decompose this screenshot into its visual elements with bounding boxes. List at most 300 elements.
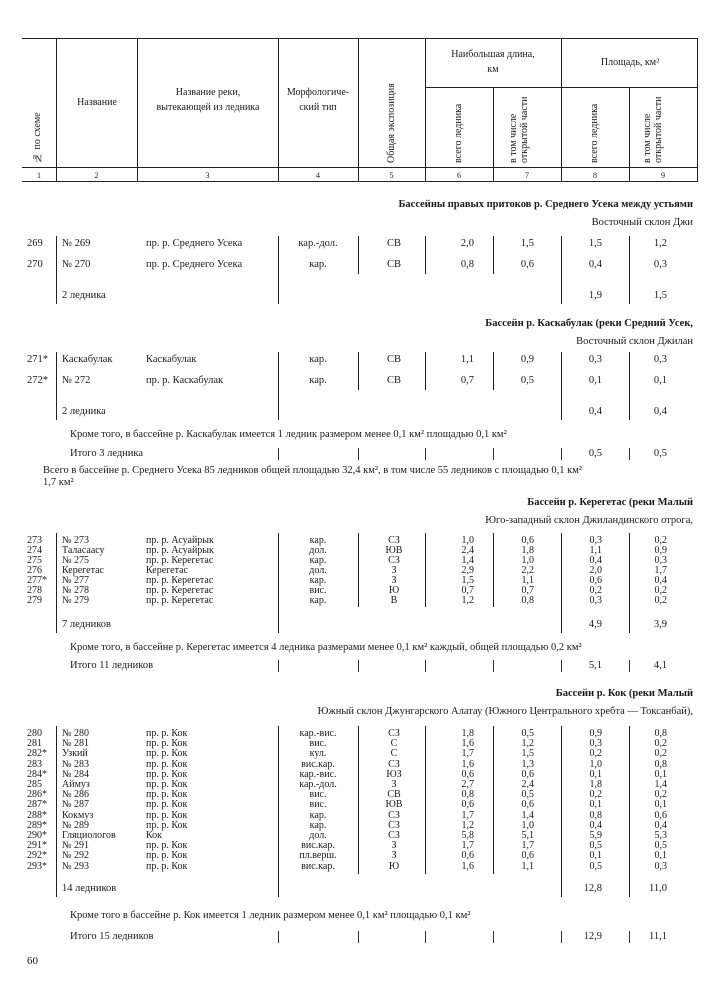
area-open: 0,2 xyxy=(654,738,667,750)
column-rule xyxy=(278,726,279,897)
length-total: 1,6 xyxy=(461,738,474,750)
column-tick xyxy=(629,448,630,460)
length-open: 0,8 xyxy=(521,595,534,606)
column-tick xyxy=(493,660,494,672)
morph-type: кар. xyxy=(309,535,327,546)
column-rule xyxy=(425,352,426,390)
table-row xyxy=(0,354,719,367)
area-open: 0,1 xyxy=(654,850,667,862)
exposure: З xyxy=(391,565,397,576)
total-label: 14 ледников xyxy=(62,883,117,894)
river-name: пр. р. Среднего Усека xyxy=(146,259,243,270)
morph-type: кар. xyxy=(309,354,327,365)
row-number: 289* xyxy=(27,819,47,831)
column-rule xyxy=(358,352,359,390)
header-col5: Общая экспозиция xyxy=(386,83,397,163)
column-tick xyxy=(425,448,426,460)
itogo-row xyxy=(0,448,719,461)
column-rule xyxy=(56,533,57,633)
length-total: 1,1 xyxy=(460,354,474,365)
morph-type: кар.-вис. xyxy=(299,768,337,780)
header-col-divider xyxy=(358,38,359,181)
itogo-label: Итого 11 ледников xyxy=(70,660,154,671)
river-name: пр. р. Кок xyxy=(146,728,188,739)
river-name: Кок xyxy=(146,830,163,841)
glacier-name: Кокмуз xyxy=(62,809,94,821)
area-total: 5,9 xyxy=(589,830,602,841)
row-number: 271* xyxy=(27,354,48,365)
morph-type: пл.верш. xyxy=(299,850,337,862)
column-rule xyxy=(493,236,494,274)
column-rule xyxy=(493,533,494,607)
area-total: 0,5 xyxy=(588,448,602,459)
row-number: 277* xyxy=(27,575,47,586)
column-rule xyxy=(629,352,630,420)
exposure: СЗ xyxy=(388,830,400,841)
column-rule xyxy=(425,726,426,874)
morph-type: кар.-дол. xyxy=(299,779,337,790)
column-rule xyxy=(561,533,562,633)
length-total: 1,8 xyxy=(461,728,474,739)
row-number: 288* xyxy=(27,809,47,821)
length-open: 1,2 xyxy=(521,738,534,750)
river-name: пр. р. Асуайрык xyxy=(146,535,214,546)
length-open: 0,6 xyxy=(521,768,534,780)
header-num: 9 xyxy=(661,171,665,180)
river-name: пр. р. Кок xyxy=(146,748,188,760)
row-number: 285 xyxy=(27,779,42,790)
area-open: 0,5 xyxy=(654,840,667,852)
glacier-name: № 277 xyxy=(62,575,90,586)
river-name: пр. р. Кок xyxy=(146,738,188,750)
column-tick xyxy=(278,448,279,460)
area-open: 0,2 xyxy=(654,585,667,596)
area-open: 0,8 xyxy=(654,728,667,739)
total-row xyxy=(0,883,719,896)
area-open: 11,0 xyxy=(649,883,667,894)
column-tick xyxy=(629,931,630,943)
river-name: Каскабулак xyxy=(146,354,197,365)
glacier-name: № 292 xyxy=(62,850,90,862)
header-num: 6 xyxy=(457,171,461,180)
river-name: пр. р. Кок xyxy=(146,768,188,780)
column-rule xyxy=(629,726,630,897)
length-total: 0,8 xyxy=(460,259,474,270)
exposure: Ю xyxy=(388,585,400,596)
exposure: С xyxy=(390,748,398,760)
area-open: 0,1 xyxy=(654,799,667,811)
area-open: 0,3 xyxy=(654,860,667,872)
length-total: 1,7 xyxy=(461,748,474,760)
morph-type: кар. xyxy=(309,809,327,821)
table-row xyxy=(0,238,719,251)
area-open: 1,5 xyxy=(653,290,667,301)
section-subtitle: Восточный склон Джи xyxy=(591,217,693,228)
total-row xyxy=(0,290,719,303)
row-number: 279 xyxy=(27,595,42,606)
header-col-divider xyxy=(629,87,630,181)
morph-type: дол. xyxy=(309,565,327,576)
glacier-name: Керегетас xyxy=(62,565,104,576)
river-name: пр. р. Кок xyxy=(146,819,188,831)
column-rule xyxy=(358,533,359,607)
river-name: пр. р. Кок xyxy=(146,850,188,862)
exposure: СВ xyxy=(387,789,401,801)
area-open: 3,9 xyxy=(653,619,667,630)
river-name: пр. р. Кок xyxy=(146,799,188,811)
morph-type: вис.кар. xyxy=(301,758,335,770)
header-col-divider xyxy=(137,38,138,181)
area-total: 0,1 xyxy=(589,768,602,780)
column-rule xyxy=(629,533,630,633)
exposure: СВ xyxy=(386,259,401,270)
column-rule xyxy=(493,726,494,874)
area-open: 1,2 xyxy=(653,238,667,249)
length-total: 2,9 xyxy=(461,565,474,576)
column-rule xyxy=(425,533,426,607)
length-total: 0,6 xyxy=(461,768,474,780)
area-total: 1,9 xyxy=(588,290,602,301)
glacier-name: Аймуз xyxy=(62,779,90,790)
length-total: 1,6 xyxy=(461,758,474,770)
area-total: 0,3 xyxy=(589,738,602,750)
total-label: 2 ледника xyxy=(62,406,106,417)
column-rule xyxy=(56,726,57,897)
header-num: 4 xyxy=(316,171,320,180)
length-total: 5,8 xyxy=(461,830,474,841)
area-open: 0,1 xyxy=(654,768,667,780)
area-open: 1,7 xyxy=(654,565,667,576)
total-row xyxy=(0,619,719,632)
area-total: 1,0 xyxy=(589,758,602,770)
column-rule xyxy=(493,352,494,390)
glacier-name: № 269 xyxy=(62,238,91,249)
table-row xyxy=(0,861,719,874)
area-total: 0,8 xyxy=(589,809,602,821)
morph-type: кар. xyxy=(309,555,327,566)
column-rule xyxy=(561,236,562,304)
row-number: 274 xyxy=(27,545,42,556)
section-title: Бассейн р. Керегетас (реки Малый xyxy=(527,497,693,508)
length-open: 1,8 xyxy=(521,545,534,556)
area-open: 0,1 xyxy=(653,375,667,386)
length-total: 0,6 xyxy=(461,850,474,862)
morph-type: кар. xyxy=(309,595,327,606)
river-name: пр. р. Каскабулак xyxy=(146,375,224,386)
section-subtitle: Юго-западный склон Джиландинского отрога, xyxy=(485,515,693,526)
column-tick xyxy=(358,931,359,943)
column-tick xyxy=(425,660,426,672)
exposure: С xyxy=(390,738,398,750)
glacier-name: Гляциологов xyxy=(62,830,116,841)
area-open: 0,3 xyxy=(653,259,667,270)
area-total: 4,9 xyxy=(588,619,602,630)
glacier-name: № 289 xyxy=(62,819,90,831)
exposure: З xyxy=(391,575,397,586)
area-open: 0,4 xyxy=(654,819,667,831)
row-number: 276 xyxy=(27,565,42,576)
column-rule xyxy=(56,236,57,304)
column-tick xyxy=(358,448,359,460)
itogo-label: Итого 15 ледников xyxy=(70,931,154,942)
section-title: Бассейн р. Каскабулак (реки Средний Усек, xyxy=(485,318,693,329)
exposure: СВ xyxy=(386,354,401,365)
header-col-divider xyxy=(561,38,562,181)
area-open: 5,3 xyxy=(654,830,667,841)
exposure: ЮВ xyxy=(385,799,403,811)
area-open: 0,6 xyxy=(654,809,667,821)
column-rule xyxy=(425,236,426,274)
column-tick xyxy=(493,448,494,460)
length-open: 0,6 xyxy=(520,259,534,270)
area-total: 0,9 xyxy=(589,728,602,739)
area-open: 0,8 xyxy=(654,758,667,770)
row-number: 283 xyxy=(27,758,42,770)
length-open: 0,5 xyxy=(520,375,534,386)
column-tick xyxy=(561,448,562,460)
header-col9: в том числе открытой части xyxy=(642,96,664,163)
row-number: 290* xyxy=(27,830,47,841)
length-open: 1,3 xyxy=(521,758,534,770)
length-total: 1,6 xyxy=(461,860,474,872)
row-number: 286* xyxy=(27,789,47,801)
column-rule xyxy=(358,726,359,874)
header-col-divider xyxy=(278,38,279,181)
length-total: 0,6 xyxy=(461,799,474,811)
length-open: 1,5 xyxy=(521,748,534,760)
header-col2: Название xyxy=(77,97,117,108)
morph-type: дол. xyxy=(309,545,327,556)
section-subtitle: Восточный склон Джилан xyxy=(576,336,693,347)
morph-type: вис.кар. xyxy=(301,840,335,852)
header-numbers-rule xyxy=(22,167,698,168)
header-num: 1 xyxy=(37,171,41,180)
morph-type: кул. xyxy=(309,748,327,760)
area-total: 0,5 xyxy=(589,860,602,872)
glacier-name: № 272 xyxy=(62,375,91,386)
column-rule xyxy=(278,352,279,420)
header-col7: в том числе открытой части xyxy=(508,96,530,163)
area-total: 0,6 xyxy=(589,575,602,586)
glacier-name: № 270 xyxy=(62,259,91,270)
header-col4: Морфологиче-ский тип xyxy=(286,87,350,113)
area-total: 0,2 xyxy=(589,585,602,596)
glacier-name: Таласаасу xyxy=(62,545,105,556)
glacier-name: Каскабулак xyxy=(62,354,113,365)
glacier-name: № 275 xyxy=(62,555,90,566)
area-total: 12,8 xyxy=(583,883,602,894)
glacier-name: № 280 xyxy=(62,728,90,739)
area-total: 0,3 xyxy=(589,595,602,606)
area-open: 0,9 xyxy=(654,545,667,556)
length-open: 0,6 xyxy=(521,850,534,862)
area-total: 0,1 xyxy=(589,850,602,862)
area-total: 0,1 xyxy=(589,799,602,811)
column-tick xyxy=(561,660,562,672)
itogo-row xyxy=(0,931,719,944)
section-subtitle: Южный склон Джунгарского Алатау (Южного Центрального хребта — Токсанбай), xyxy=(317,706,693,717)
row-number: 280 xyxy=(27,728,42,739)
river-name: пр. р. Керегетас xyxy=(146,575,214,586)
length-open: 1,5 xyxy=(520,238,534,249)
glacier-name: Узкий xyxy=(62,748,88,760)
length-total: 1,2 xyxy=(461,819,474,831)
morph-type: вис. xyxy=(309,585,327,596)
column-tick xyxy=(278,660,279,672)
river-name: пр. р. Керегетас xyxy=(146,585,214,596)
glacier-name: № 273 xyxy=(62,535,90,546)
area-total: 0,1 xyxy=(588,375,602,386)
morph-type: вис.кар. xyxy=(301,860,335,872)
river-name: пр. р. Кок xyxy=(146,860,188,872)
column-tick xyxy=(493,931,494,943)
row-number: 273 xyxy=(27,535,42,546)
morph-type: кар.-вис. xyxy=(299,728,337,739)
area-total: 0,3 xyxy=(589,535,602,546)
length-total: 2,0 xyxy=(460,238,474,249)
area-open: 11,1 xyxy=(649,931,667,942)
column-rule xyxy=(561,352,562,420)
length-open: 1,0 xyxy=(521,555,534,566)
length-open: 1,1 xyxy=(521,860,534,872)
row-number: 275 xyxy=(27,555,42,566)
table-row xyxy=(0,259,719,272)
length-open: 1,0 xyxy=(521,819,534,831)
header-col6: всего ледника xyxy=(453,103,464,163)
area-total: 0,4 xyxy=(589,819,602,831)
exposure: СЗ xyxy=(388,555,400,566)
river-name: пр. р. Кок xyxy=(146,779,188,790)
header-col-divider xyxy=(493,87,494,181)
header-num: 3 xyxy=(205,171,210,180)
length-open: 0,9 xyxy=(520,354,534,365)
summary-text: Всего в бассейне р. Среднего Усека 85 ледников общей площадью 32,4 км², в том числе 55 ледников с площадью 0,1 км² xyxy=(43,465,582,476)
area-total: 0,4 xyxy=(588,406,602,417)
header-num: 2 xyxy=(94,171,99,180)
glacier-name: № 283 xyxy=(62,758,90,770)
exposure: СЗ xyxy=(388,809,400,821)
total-label: 7 ледников xyxy=(62,619,111,630)
length-total: 1,7 xyxy=(461,809,474,821)
area-total: 1,5 xyxy=(588,238,602,249)
column-rule xyxy=(278,533,279,633)
column-tick xyxy=(561,931,562,943)
header-group-length: Наибольшая длина, км xyxy=(451,49,535,75)
exposure: ЮЗ xyxy=(386,768,402,780)
length-open: 2,2 xyxy=(521,565,534,576)
length-total: 1,5 xyxy=(461,575,474,586)
river-name: пр. р. Среднего Усека xyxy=(146,238,243,249)
row-number: 278 xyxy=(27,585,42,596)
header-col1: № по схеме xyxy=(32,112,43,163)
glacier-name: № 287 xyxy=(62,799,90,811)
area-open: 0,5 xyxy=(653,448,667,459)
exposure: СВ xyxy=(386,375,401,386)
section-title: Бассейн р. Кок (реки Малый xyxy=(555,688,693,699)
area-total: 1,1 xyxy=(589,545,602,556)
river-name: пр. р. Кок xyxy=(146,809,188,821)
column-tick xyxy=(425,931,426,943)
table-row xyxy=(0,595,719,608)
river-name: пр. р. Асуайрык xyxy=(146,545,214,556)
river-name: пр. р. Кок xyxy=(146,840,188,852)
area-total: 0,2 xyxy=(589,789,602,801)
length-total: 1,0 xyxy=(461,535,474,546)
exposure: В xyxy=(390,595,398,606)
length-total: 2,4 xyxy=(461,545,474,556)
header-col-divider xyxy=(56,38,57,181)
area-open: 4,1 xyxy=(653,660,667,671)
exposure: Ю xyxy=(388,860,400,872)
header-num: 5 xyxy=(389,171,394,180)
row-number: 270 xyxy=(27,259,43,270)
area-total: 5,1 xyxy=(588,660,602,671)
area-open: 0,2 xyxy=(654,595,667,606)
length-open: 1,4 xyxy=(521,809,534,821)
summary-text: 1,7 км² xyxy=(43,477,74,488)
note-text: Кроме того в бассейне р. Кок имеется 1 ледник размером менее 0,1 км² площадью 0,1 км² xyxy=(70,910,471,921)
note-text: Кроме того, в бассейне р. Керегетас имеется 4 ледника размерами менее 0,1 км² каждый, общей площадью 0,2 км² xyxy=(70,642,582,653)
length-open: 1,1 xyxy=(521,575,534,586)
header-num: 8 xyxy=(593,171,597,180)
length-open: 0,5 xyxy=(521,728,534,739)
row-number: 272* xyxy=(27,375,48,386)
column-rule xyxy=(358,236,359,274)
exposure: СЗ xyxy=(388,535,400,546)
column-rule xyxy=(278,236,279,304)
glacier-name: № 279 xyxy=(62,595,90,606)
column-tick xyxy=(278,931,279,943)
header-bottom-rule xyxy=(22,181,698,182)
row-number: 284* xyxy=(27,768,47,780)
area-open: 0,2 xyxy=(654,535,667,546)
header-num: 7 xyxy=(525,171,529,180)
length-total: 1,7 xyxy=(461,840,474,852)
area-open: 0,4 xyxy=(653,406,667,417)
area-open: 0,2 xyxy=(654,748,667,760)
morph-type: кар. xyxy=(309,259,327,270)
row-number: 282* xyxy=(27,748,47,760)
area-total: 0,3 xyxy=(588,354,602,365)
river-name: пр. р. Кок xyxy=(146,789,188,801)
row-number: 269 xyxy=(27,238,43,249)
header-col-divider xyxy=(425,38,426,181)
area-total: 12,9 xyxy=(583,931,602,942)
area-open: 0,4 xyxy=(654,575,667,586)
area-open: 0,3 xyxy=(654,555,667,566)
length-total: 0,8 xyxy=(461,789,474,801)
area-total: 0,4 xyxy=(588,259,602,270)
row-number: 287* xyxy=(27,799,47,811)
length-open: 1,7 xyxy=(521,840,534,852)
length-total: 1,4 xyxy=(461,555,474,566)
morph-type: кар. xyxy=(309,375,327,386)
exposure: З xyxy=(391,850,397,862)
area-total: 0,5 xyxy=(589,840,602,852)
area-total: 0,4 xyxy=(589,555,602,566)
note-text: Кроме того, в бассейне р. Каскабулак имеется 1 ледник размером менее 0,1 км² площадью 0,1 км² xyxy=(70,429,507,440)
morph-type: дол. xyxy=(309,830,327,841)
glacier-name: № 278 xyxy=(62,585,90,596)
glacier-name: № 281 xyxy=(62,738,90,750)
glacier-name: № 291 xyxy=(62,840,90,852)
glacier-name: № 293 xyxy=(62,860,90,872)
length-open: 0,7 xyxy=(521,585,534,596)
exposure: СЗ xyxy=(388,819,400,831)
length-total: 0,7 xyxy=(460,375,474,386)
glacier-name: № 284 xyxy=(62,768,90,780)
table-row xyxy=(0,375,719,388)
